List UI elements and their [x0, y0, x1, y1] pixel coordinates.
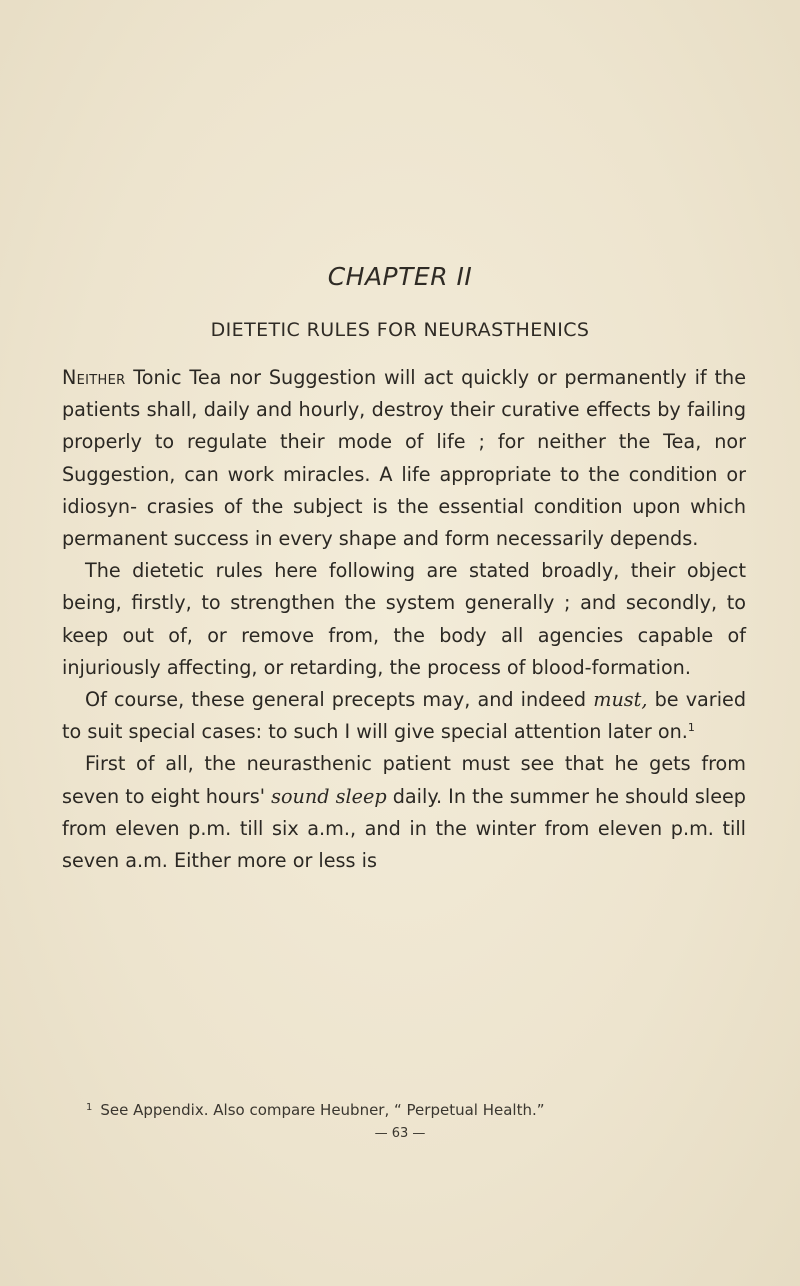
- paragraph-3-text-before: Of course, these general precepts may, and indeed: [85, 688, 594, 712]
- paragraph-lead-word: Neither: [62, 366, 126, 389]
- paragraph-4-emphasis: sound sleep: [271, 784, 387, 808]
- paragraph-3-text-after: be varied to suit special cases: to such I will give special attention later on.: [62, 688, 747, 744]
- footnote-text: See Appendix. Also compare Heubner, “ Perpetual Health.”: [100, 1101, 545, 1119]
- paragraph-1: [62, 362, 746, 555]
- footnote-reference[interactable]: 1: [687, 721, 695, 735]
- chapter-subtitle: DIETETIC RULES FOR NEURASTHENICS: [210, 319, 590, 341]
- paragraph-1-text: Tonic Tea nor Suggestion will act quickly or permanently if the patients shall, daily and hourly, destroy their curative effects by failing properly to regulate their mode of life ; for neither the Tea, nor Suggestion, can work miracles. A life appropriate to the condition or idiosyn- crasies of the subject is the essential condition upon which permanent success in every shape and form necessarily depends.: [62, 366, 746, 551]
- page-number: — 63 —: [374, 1126, 426, 1141]
- paragraph-4-text-after: daily. In the summer he should sleep from eleven p.m. till six a.m., and in the winter from eleven p.m. till seven a.m. Either more or less is: [62, 784, 746, 873]
- footnote: [86, 1101, 545, 1119]
- chapter-title: CHAPTER II: [327, 262, 473, 291]
- paragraph-4-text-before: First of all, the neurasthenic patient must see that he gets from seven to eight hours': [62, 752, 746, 808]
- paragraph-3-emphasis: must,: [593, 688, 648, 712]
- body-text: [62, 362, 746, 877]
- paragraph-4: [62, 748, 746, 877]
- paragraph-3: [62, 684, 746, 748]
- paragraph-2-text: The dietetic rules here following are stated broadly, their object being, firstly, to strengthen the system generally ; and secondly, to keep out of, or remove from, the body all agencies capable of injuriously affecting, or retarding, the process of blood-formation.: [62, 559, 746, 679]
- footnote-mark: 1: [86, 1102, 93, 1113]
- paragraph-2: [62, 555, 746, 684]
